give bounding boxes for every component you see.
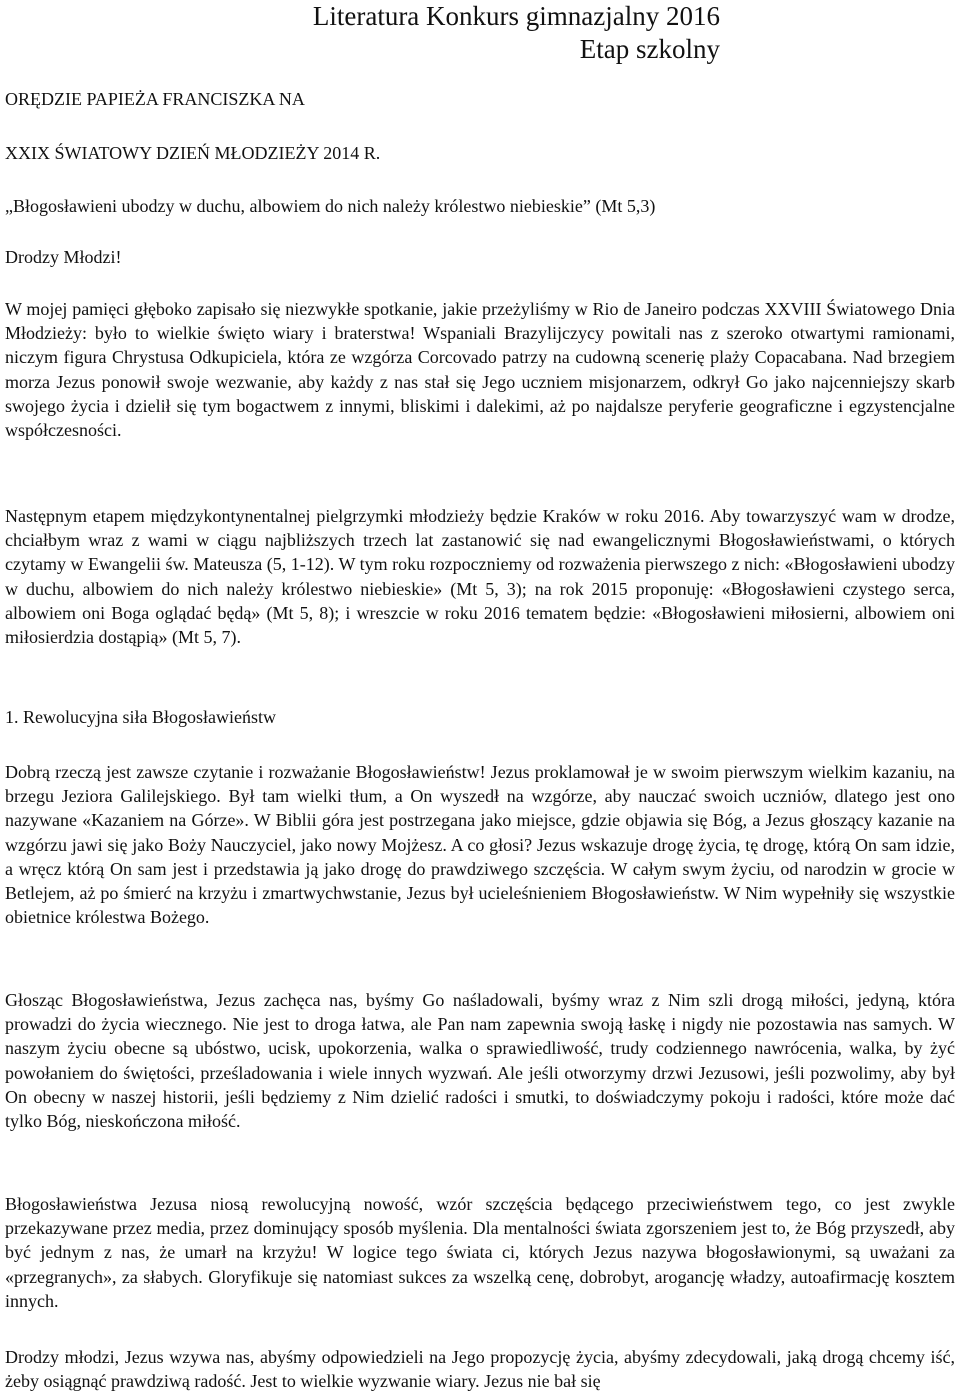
document-heading-2: XXIX ŚWIATOWY DZIEŃ MŁODZIEŻY 2014 R. — [5, 143, 381, 163]
paragraph-1: W mojej pamięci głęboko zapisało się niezwykłe spotkanie, jakie przeżyliśmy w Rio de Janeiro podczas XXVIII Światowego Dnia Młodzieży: było to wielkie święto wiary i braterstwa! Wspaniali Brazylijczycy powitali nas z szeroko otwartymi ramionami, niczym figura Chrystusa Odkupiciela, która ze wzgórza Corcovado patrzy na cudowną scenerię plaży Copacabana. Nad brzegiem morza Jezus ponowił swoje wezwanie, aby każdy z nas stał się Jego uczniem misjonarzem, odkrył Go jako najcenniejszy skarb swojego życia i dzielił się tym bogactwem z innymi, bliskimi i dalekimi, aż po najdalsze peryferie geograficzne i egzystencjalne współczesności. — [5, 299, 955, 441]
paragraph-2: Następnym etapem międzykontynentalnej pielgrzymki młodzieży będzie Kraków w roku 2016. Aby towarzyszyć wam w drodze, chciałbym wraz z wami w ciągu najbliższych trzech lat zastanowić się nad ewangelicznymi Błogosławieństwami, o których czytamy w Ewangelii św. Mateusza (5, 1-12). W tym roku rozpoczniemy od rozważenia pierwszego z nich: «Błogosławieni ubodzy w duchu, albowiem do nich należy królestwo niebieskie» (Mt 5, 3); na rok 2015 proponuję: «Błogosławieni czystego serca, albowiem oni Boga oglądać będą» (Mt 5, 8); i wreszcie w roku 2016 tematem będzie: «Błogosławieni miłosierni, albowiem oni miłosierdzia dostąpią» (Mt 5, 7). — [5, 506, 955, 648]
paragraph-5: Błogosławieństwa Jezusa niosą rewolucyjną nowość, wzór szczęścia będącego przeciwieństwem tego, co jest zwykle przekazywane przez media, przez dominujący sposób myślenia. Dla mentalności świata zgorszeniem jest to, że Bóg przyszedł, aby być jednym z nas, że umarł na krzyżu! W logice tego świata ci, których Jezus nazywa błogosławionymi, są uważani za «przegranych», za słabych. Gloryfikuje się natomiast sukces za wszelką cenę, dobrobyt, arogancję władzy, autoafirmację kosztem innych. — [5, 1194, 955, 1311]
section-heading: 1. Rewolucyjna siła Błogosławieństw — [5, 707, 276, 727]
header-subtitle: Etap szkolny — [579, 34, 720, 64]
motto-quote: „Błogosławieni ubodzy w duchu, albowiem do nich należy królestwo niebieskie” (Mt 5,3) — [5, 196, 656, 216]
paragraph-4: Głosząc Błogosławieństwa, Jezus zachęca nas, byśmy Go naśladowali, byśmy wraz z Nim szli drogą miłości, jedyną, która prowadzi do życia wiecznego. Nie jest to droga łatwa, ale Pan nam zapewnia swoją łaskę i nigdy nie pozostawia nas samych. W naszym życiu obecne są ubóstwo, ucisk, upokorzenia, walka o sprawiedliwość, trudy codziennego nawrócenia, walka, by żyć powołaniem do świętości, prześladowania i wiele innych wyzwań. Ale jeśli otworzymy drzwi Jezusowi, jeśli pozwolimy, aby był On obecny w naszej historii, jeśli będziemy z Nim dzielić radości i smutki, to doświadczymy pokoju i radości, które może dać tylko Bóg, nieskończona miłość. — [5, 990, 955, 1132]
header-title: Literatura Konkurs gimnazjalny 2016 — [312, 1, 720, 31]
page-header — [313, 0, 720, 66]
paragraph-3: Dobrą rzeczą jest zawsze czytanie i rozważanie Błogosławieństw! Jezus proklamował je w swoim pierwszym wielkim kazaniu, na brzegu Jeziora Galilejskiego. Był tam wielki tłum, a On wyszedł na wzgórze, aby nauczać swoich uczniów, dlatego jest ono nazywane «Kazaniem na Górze». W Biblii góra jest postrzegana jako miejsce, gdzie objawia się Bóg, a Jezus głoszący kazanie na wzgórzu jawi się jako Boży Nauczyciel, jako nowy Mojżesz. A co głosi? Jezus wskazuje drogę życia, tę drogę, którą On sam idzie, a wręcz którą On sam jest i przedstawia ją jako drogę do prawdziwego szczęścia. W całym swym życiu, od narodzin w grocie w Betlejem, aż po śmierć na krzyżu i zmartwychwstanie, Jezus był ucieleśnieniem Błogosławieństw. W Nim wypełniły się wszystkie obietnice królestwa Bożego. — [5, 762, 955, 928]
greeting: Drodzy Młodzi! — [5, 247, 122, 267]
paragraph-6: Drodzy młodzi, Jezus wzywa nas, abyśmy odpowiedzieli na Jego propozycję życia, abyśmy zdecydowali, jaką drogą chcemy iść, żeby osiągnąć prawdziwą radość. Jest to wielkie wyzwanie wiary. Jezus nie bał się — [5, 1347, 955, 1392]
document-heading-1: ORĘDZIE PAPIEŻA FRANCISZKA NA — [5, 89, 305, 109]
